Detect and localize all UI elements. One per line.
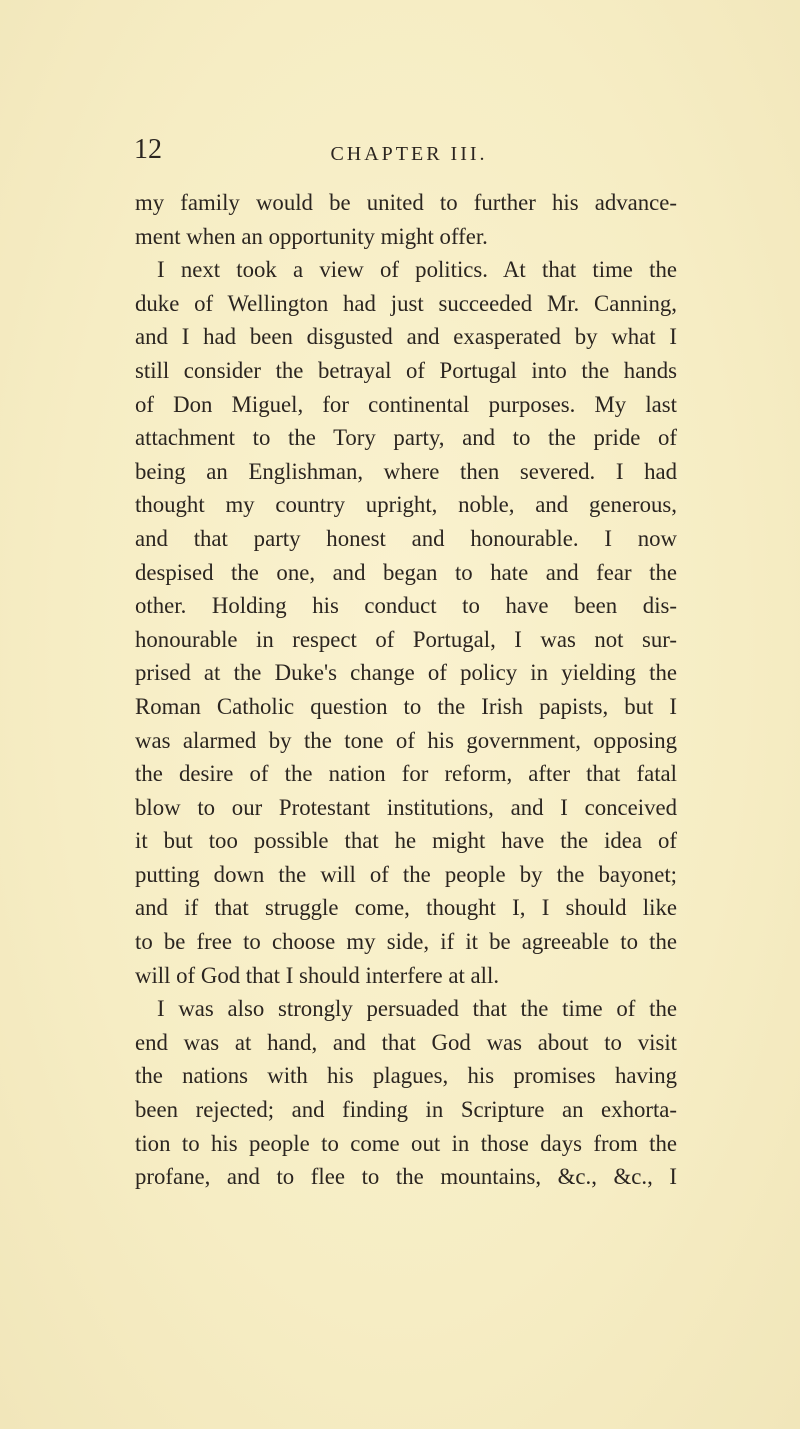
text-line: attachment to the Tory party, and to the pride of [135,425,677,451]
text-line: of Don Miguel, for continental purposes. My last [135,391,677,417]
text-line: being an Englishman, where then severed. I had [135,458,677,484]
text-line: was alarmed by the tone of his government, opposing [135,727,677,753]
text-line: duke of Wellington had just succeeded Mr. Canning, [135,290,677,316]
text-line: and I had been disgusted and exasperated by what I [135,324,677,350]
text-line: and that party honest and honourable. I now [135,525,677,551]
text-line: and if that struggle come, thought I, I should like [135,895,677,921]
text-line: it but too possible that he might have the idea of [135,828,677,854]
running-head: CHAPTER III. [330,143,488,165]
page-header [0,130,800,170]
text-line: the nations with his plagues, his promises having [135,1063,677,1089]
body-text [135,186,677,1194]
text-line: blow to our Protestant institutions, and I conceived [135,794,677,820]
text-line: been rejected; and finding in Scripture an exhorta- [135,1097,677,1123]
text-line: putting down the will of the people by the bayonet; [135,861,677,887]
text-line: to be free to choose my side, if it be agreeable to the [135,929,677,955]
text-line: tion to his people to come out in those days from the [135,1130,677,1156]
text-line: Roman Catholic question to the Irish papists, but I [135,693,677,719]
text-line: profane, and to flee to the mountains, &c., &c., I [135,1164,677,1190]
text-line: honourable in respect of Portugal, I was not sur- [135,626,677,652]
text-line: ment when an opportunity might offer. [135,223,488,249]
text-line: I next took a view of politics. At that time the [157,257,677,283]
text-line: end was at hand, and that God was about to visit [135,1029,677,1055]
text-line: other. Holding his conduct to have been dis- [135,593,677,619]
text-line: still consider the betrayal of Portugal into the hands [135,357,677,383]
text-line: my family would be united to further his advance- [135,190,677,215]
text-line: prised at the Duke's change of policy in yielding the [135,660,677,686]
text-line: thought my country upright, noble, and generous, [135,492,677,518]
text-line: will of God that I should interfere at all. [135,962,500,988]
page-number: 12 [134,134,162,165]
text-line: I was also strongly persuaded that the time of the [157,996,677,1022]
text-line: despised the one, and began to hate and fear the [135,559,677,585]
text-line: the desire of the nation for reform, after that fatal [135,761,677,787]
